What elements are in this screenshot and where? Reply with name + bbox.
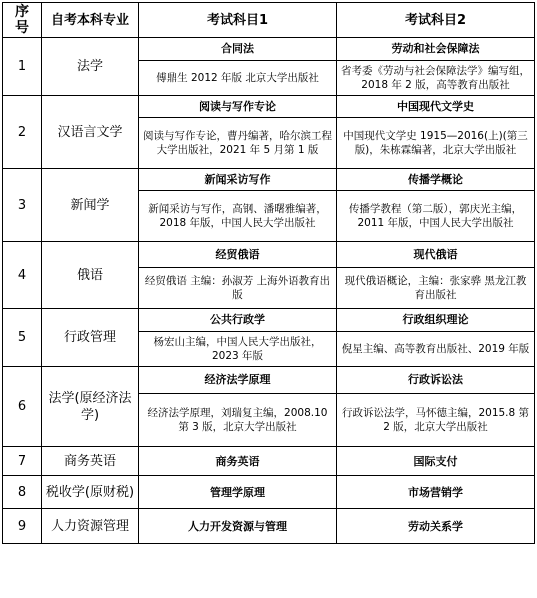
subject-1-book: 新闻采访与写作，高钢、潘曙雅编著，2018 年版，中国人民大学出版社 <box>139 191 337 242</box>
table-row <box>3 509 535 544</box>
subject-1-name: 阅读与写作专论 <box>139 96 337 118</box>
subject-1-book: 傅鼎生 2012 年版 北京大学出版社 <box>139 61 337 96</box>
table-row <box>3 169 535 191</box>
subject-2-name: 传播学概论 <box>337 169 535 191</box>
row-number: 8 <box>3 476 42 509</box>
table-row <box>3 38 535 61</box>
subject-2-name: 国际支付 <box>337 447 535 476</box>
subject-2-name: 劳动关系学 <box>337 509 535 544</box>
subject-2-book: 中国现代文学史 1915—2016(上)(第三版)，朱栋霖编著，北京大学出版社 <box>337 118 535 169</box>
header-row <box>3 3 535 38</box>
subject-1-name: 公共行政学 <box>139 309 337 332</box>
row-number: 3 <box>3 169 42 242</box>
subject-1-name: 经济法学原理 <box>139 367 337 394</box>
subject-2-book: 传播学教程（第二版），郭庆光主编，2011 年版，中国人民大学出版社 <box>337 191 535 242</box>
subject-1-name: 新闻采访写作 <box>139 169 337 191</box>
major-name: 人力资源管理 <box>42 509 139 544</box>
header-no: 序号 <box>3 3 42 38</box>
exam-subjects-table <box>2 2 535 544</box>
subject-1-name: 管理学原理 <box>139 476 337 509</box>
major-name: 商务英语 <box>42 447 139 476</box>
subject-1-book: 经济法学原理，刘瑞复主编，2008.10 第 3 版，北京大学出版社 <box>139 394 337 447</box>
row-number: 2 <box>3 96 42 169</box>
table-row <box>3 367 535 394</box>
header-subject-1: 考试科目1 <box>139 3 337 38</box>
table-row <box>3 447 535 476</box>
subject-1-book: 阅读与写作专论，曹丹编著，哈尔滨工程大学出版社，2021 年 5 月第 1 版 <box>139 118 337 169</box>
subject-2-name: 行政诉讼法 <box>337 367 535 394</box>
row-number: 1 <box>3 38 42 96</box>
subject-1-name: 人力开发资源与管理 <box>139 509 337 544</box>
subject-2-book: 倪星主编、高等教育出版社、2019 年版 <box>337 332 535 367</box>
major-name: 行政管理 <box>42 309 139 367</box>
major-name: 税收学(原财税) <box>42 476 139 509</box>
row-number: 7 <box>3 447 42 476</box>
subject-2-name: 现代俄语 <box>337 242 535 268</box>
major-name: 俄语 <box>42 242 139 309</box>
subject-2-name: 行政组织理论 <box>337 309 535 332</box>
subject-1-book: 经贸俄语 主编：孙淑芳 上海外语教育出版 <box>139 268 337 309</box>
subject-2-book: 省考委《劳动与社会保障法学》编写组，2018 年 2 版，高等教育出版社 <box>337 61 535 96</box>
subject-2-book: 行政诉讼法学，马怀德主编，2015.8 第 2 版，北京大学出版社 <box>337 394 535 447</box>
subject-1-book: 杨宏山主编，中国人民大学出版社，2023 年版 <box>139 332 337 367</box>
row-number: 5 <box>3 309 42 367</box>
subject-1-name: 商务英语 <box>139 447 337 476</box>
subject-2-name: 中国现代文学史 <box>337 96 535 118</box>
row-number: 4 <box>3 242 42 309</box>
major-name: 汉语言文学 <box>42 96 139 169</box>
subject-2-book: 现代俄语概论，主编：张家骅 黑龙江教育出版社 <box>337 268 535 309</box>
row-number: 9 <box>3 509 42 544</box>
row-number: 6 <box>3 367 42 447</box>
table-row <box>3 96 535 118</box>
major-name: 法学(原经济法学) <box>42 367 139 447</box>
header-major: 自考本科专业 <box>42 3 139 38</box>
table-row <box>3 476 535 509</box>
header-subject-2: 考试科目2 <box>337 3 535 38</box>
subject-2-name: 市场营销学 <box>337 476 535 509</box>
subject-1-name: 经贸俄语 <box>139 242 337 268</box>
subject-2-name: 劳动和社会保障法 <box>337 38 535 61</box>
subject-1-name: 合同法 <box>139 38 337 61</box>
major-name: 法学 <box>42 38 139 96</box>
table-row <box>3 309 535 332</box>
major-name: 新闻学 <box>42 169 139 242</box>
table-row <box>3 242 535 268</box>
